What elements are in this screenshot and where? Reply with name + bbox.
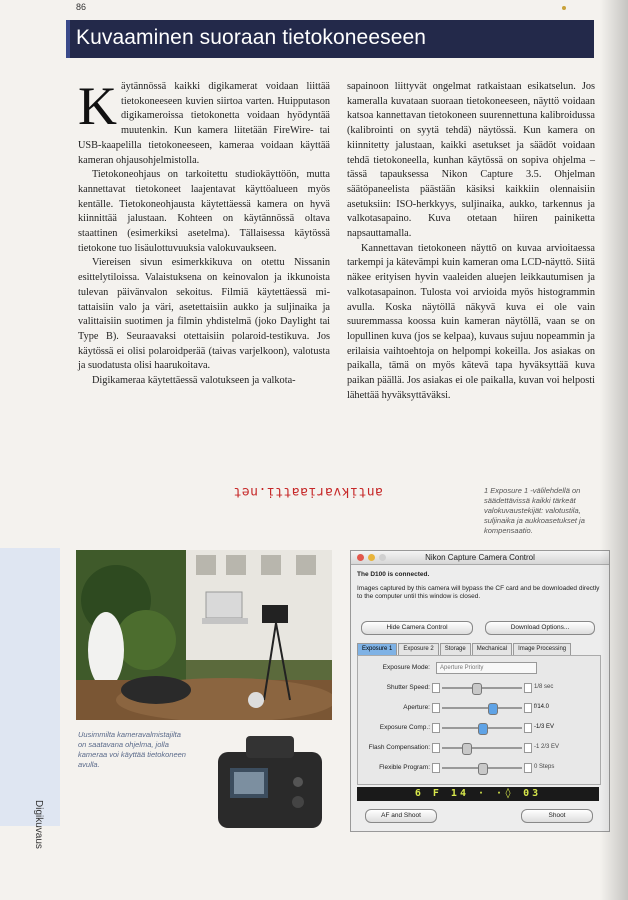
paragraph: Kannettavan tietokoneen näyttö on kuvaa arvioitaessa tarkempi ja kätevämpi kuin kameran oma LCD-näyttö. Siitä näkee erityisen hyvin vaaleiden aluejen leikkautumisen ja valkotasapainon. Tulosta voi arvioida myös histogrammin avulla. Koska näytöllä näkyvä kuva ei ole vain suuremmassa koossa kuin kameran näytöllä, vaan se on lopullinen kuva (jos se kelpaa), kuvaus sujuu nopeammin ja erilaisia vaihtoehtoja on helpompi kokeilla. Jos asiakas on paikalla, tämä on myös kätevä tapa hyväksyttää kuva paikan päällä. Jos asiakas ei ole paikalla, kuvan voi helposti lähettää hyväksyttäväksi. [347, 242, 595, 401]
decrease-stepper[interactable] [432, 763, 440, 773]
window-title: Nikon Capture Camera Control [425, 553, 535, 562]
exposure-comp-value: -1/3 EV [534, 724, 555, 730]
side-bar [0, 548, 60, 826]
watermark-stamp: antikvariaatti.net [233, 484, 383, 499]
photo-caption: Uusimmilta kameravalmistajilta on saatavana ohjelma, jolla kameraa voi käyttää tietokoneen avulla. [78, 730, 186, 769]
paragraph: Käytännössä kaikki digikamerat voidaan liittää tietokoneeseen kuvien siirtoa varten. Huipputason digikameroissa tietokonetta voidaan hyödyntää muutenkin. Kun kamera liitetään FireWire- tai USB-kaapelilla tietokoneeseen, kameraa voidaan käyttää kameran ohjausohjelmistolla. [78, 76, 330, 166]
flexible-program-label: Flexible Program: [379, 764, 430, 771]
decrease-stepper[interactable] [432, 743, 440, 753]
camera-photo [210, 732, 330, 832]
connection-status: The D100 is connected. [357, 571, 430, 578]
exposure-comp-slider[interactable] [442, 727, 522, 729]
increase-stepper[interactable] [524, 723, 532, 733]
tab-image-processing[interactable]: Image Processing [513, 643, 571, 655]
slider-knob[interactable] [472, 683, 482, 695]
flash-comp-value: -1 2/3 EV [534, 744, 560, 750]
download-options-button[interactable]: Download Options... [485, 621, 595, 635]
aperture-label: Aperture: [403, 704, 430, 711]
text-column-left [78, 76, 330, 389]
exposure-comp-label: Exposure Comp.: [379, 724, 430, 731]
exposure-panel [357, 655, 601, 785]
chapter-header [66, 20, 594, 58]
paragraph: Tietokoneohjaus on tarkoitettu studiokäyttöön, mutta kannettavat tietokoneet laajentavat käyttöalueen myös kentälle. Tietokoneohjausta käytettäessä kamera on hyvä kiinnittää jalustaan. Kohteen on käytännössä oltava staattinen (esimerkiksi asetelma). Tällaisessa käytössä tietokone tuo lisäulottuvuuksia valokuvaukseen. [78, 169, 330, 254]
text-column-right [347, 80, 595, 403]
tab-exposure-1[interactable]: Exposure 1 [357, 643, 397, 655]
corner-dot [562, 6, 566, 10]
binding-shadow [600, 0, 628, 900]
tab-bar [357, 643, 572, 655]
decrease-stepper[interactable] [432, 723, 440, 733]
increase-stepper[interactable] [524, 703, 532, 713]
decrease-stepper[interactable] [432, 683, 440, 693]
flash-comp-label: Flash Compensation: [368, 744, 430, 751]
flexible-program-value: 0 Steps [534, 764, 555, 770]
camera-control-window [350, 550, 610, 832]
studio-photo [76, 550, 332, 720]
figure-caption: 1 Exposure 1 -välilehdellä on säädettävissä kaikki tärkeät valokuvaustekijät: valotustila, suljinaika ja aukkoasetukset ja kompensaatio. [484, 486, 585, 535]
tab-exposure-2[interactable]: Exposure 2 [398, 643, 438, 655]
shutter-speed-slider[interactable] [442, 687, 522, 689]
shoot-button[interactable]: Shoot [521, 809, 593, 823]
tab-storage[interactable]: Storage [440, 643, 471, 655]
slider-knob[interactable] [462, 743, 472, 755]
drop-cap: K [78, 76, 117, 136]
shutter-speed-value: 1/8 sec [534, 684, 554, 690]
tab-mechanical[interactable]: Mechanical [472, 643, 512, 655]
info-text: Images captured by this camera will bypass the CF card and be downloaded directly to the computer until this window is closed. [357, 585, 600, 600]
section-label: Digikuvaus [33, 800, 44, 849]
increase-stepper[interactable] [524, 743, 532, 753]
page-title: Kuvaaminen suoraan tietokoneeseen [76, 26, 427, 49]
decrease-stepper[interactable] [432, 703, 440, 713]
slider-knob[interactable] [478, 763, 488, 775]
paragraph: sapainoon liittyvät ongelmat ratkaistaan esikatselun. Jos kameralla kuvataan suoraan tietokoneeseen, näyttö voidaan katsoa kannettavan tietokoneen suurennettuna kalibroidussa (kalibrointi on syytä tehdä) näytössä. Kun kamera on kiinnitetty jalustaan, kaikki asetukset ja säädöt voidaan tehdä tietokoneella, kunhan käytössä on sopiva ohjelma – tässä tapauksessa Nikon Capture 3.5. Ohjelman säätöpaneelista päästään käsiksi kaikkiin olennaisiin asetuksiin: ISO-herkkyys, suljinaika, aukko, tarkennus ja valkotasapaino. Kuva otetaan hiiren painiketta napsauttamalla. [347, 81, 595, 240]
hide-camera-control-button[interactable]: Hide Camera Control [361, 621, 473, 635]
increase-stepper[interactable] [524, 763, 532, 773]
aperture-value: f/14.0 [534, 704, 550, 710]
af-and-shoot-button[interactable]: AF and Shoot [365, 809, 437, 823]
page-number: 86 [76, 2, 87, 12]
paragraph: Digikameraa käytettäessä valotukseen ja valkota- [92, 375, 296, 387]
window-titlebar[interactable] [351, 551, 609, 565]
shutter-speed-label: Shutter Speed: [386, 684, 430, 691]
exposure-mode-label: Exposure Mode: [382, 664, 430, 671]
aperture-slider[interactable] [442, 707, 522, 709]
exposure-mode-select[interactable]: Aperture Priority [436, 662, 537, 674]
slider-knob[interactable] [478, 723, 488, 735]
slider-knob[interactable] [488, 703, 498, 715]
flash-comp-slider[interactable] [442, 747, 522, 749]
header-accent [66, 20, 70, 58]
lcd-display: 6 F 14 · ·◊ 03 [357, 787, 599, 801]
paragraph: Viereisen sivun esimerkkikuva on otettu Nissanin esittelytiloissa. Valaistuksena on keinovalon ja ikkunoista tulevan päivänvalon sekoitus. Filmiä käytettäessä mitattaisiin valo ja väri, asetettaisiin aukko ja suljinaika ja valittaisiin suotimen ja filmin yhdistelmä (joko Daylight tai Type B). Seuraavaksi otettaisiin polaroid-testikuva. Jos käytössä ei olisi polaroidperää (taivas varjelkoon), valotusta ja suodatusta olisi haarukoitava. [78, 257, 330, 372]
flexible-program-slider[interactable] [442, 767, 522, 769]
increase-stepper[interactable] [524, 683, 532, 693]
